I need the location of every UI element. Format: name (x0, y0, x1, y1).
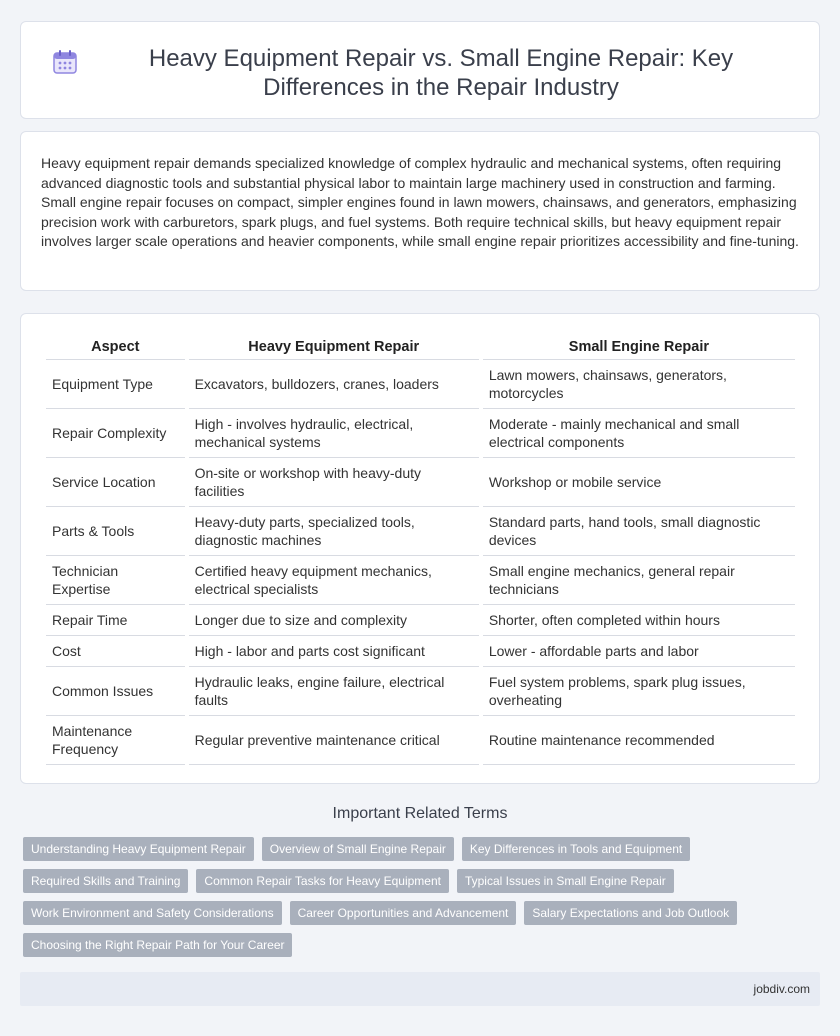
table-row (46, 716, 795, 765)
footer (20, 972, 820, 1006)
comparison-table-card (20, 313, 820, 784)
table-cell-small: Standard parts, hand tools, small diagnostic devices (483, 507, 795, 556)
table-row (46, 409, 795, 458)
table-cell-heavy: On-site or workshop with heavy-duty facilities (189, 458, 479, 507)
table-cell-aspect: Common Issues (46, 667, 185, 716)
column-header-heavy-equipment: Heavy Equipment Repair (189, 333, 479, 360)
table-cell-aspect: Maintenance Frequency (46, 716, 185, 765)
table-cell-heavy: Regular preventive maintenance critical (189, 716, 479, 765)
calendar-icon (51, 48, 79, 76)
table-cell-aspect: Technician Expertise (46, 556, 185, 605)
table-row (46, 360, 795, 409)
table-cell-aspect: Parts & Tools (46, 507, 185, 556)
table-cell-heavy: Hydraulic leaks, engine failure, electrical faults (189, 667, 479, 716)
table-cell-small: Workshop or mobile service (483, 458, 795, 507)
table-cell-heavy: High - involves hydraulic, electrical, mechanical systems (189, 409, 479, 458)
comparison-table (42, 333, 799, 765)
table-cell-heavy: Certified heavy equipment mechanics, electrical specialists (189, 556, 479, 605)
related-term-tag[interactable]: Overview of Small Engine Repair (262, 837, 454, 861)
related-term-tag[interactable]: Required Skills and Training (23, 869, 188, 893)
table-row (46, 507, 795, 556)
related-term-tag[interactable]: Understanding Heavy Equipment Repair (23, 837, 254, 861)
header-card (20, 21, 820, 119)
table-cell-aspect: Cost (46, 636, 185, 667)
table-cell-small: Fuel system problems, spark plug issues, overheating (483, 667, 795, 716)
table-row (46, 556, 795, 605)
table-cell-small: Shorter, often completed within hours (483, 605, 795, 636)
related-term-tag[interactable]: Work Environment and Safety Considerations (23, 901, 282, 925)
page-title: Heavy Equipment Repair vs. Small Engine Repair: Key Differences in the Repair Industry (148, 45, 734, 101)
related-term-tag[interactable]: Salary Expectations and Job Outlook (524, 901, 737, 925)
table-cell-small: Lower - affordable parts and labor (483, 636, 795, 667)
table-cell-small: Routine maintenance recommended (483, 716, 795, 765)
table-header-row (46, 333, 795, 360)
related-term-tag[interactable]: Career Opportunities and Advancement (290, 901, 517, 925)
table-cell-aspect: Repair Time (46, 605, 185, 636)
related-terms-title: Important Related Terms (332, 805, 508, 822)
table-cell-heavy: Excavators, bulldozers, cranes, loaders (189, 360, 479, 409)
table-cell-small: Small engine mechanics, general repair technicians (483, 556, 795, 605)
intro-paragraph: Heavy equipment repair demands specialized knowledge of complex hydraulic and mechanical systems, often requiring advanced diagnostic tools and substantial physical labor to maintain large machinery used in construction and farming. Small engine repair focuses on compact, simpler engines found in lawn mowers, chainsaws, and generators, emphasizing precision work with carburetors, spark plugs, and fuel systems. Both require technical skills, but heavy equipment repair involves larger scale operations and heavier components, while small engine repair prioritizes accessibility and fine-tuning. (41, 155, 799, 250)
column-header-small-engine: Small Engine Repair (483, 333, 795, 360)
table-cell-aspect: Repair Complexity (46, 409, 185, 458)
intro-card (20, 131, 820, 291)
table-row (46, 605, 795, 636)
table-cell-heavy: Longer due to size and complexity (189, 605, 479, 636)
table-cell-small: Moderate - mainly mechanical and small electrical components (483, 409, 795, 458)
related-term-tag[interactable]: Key Differences in Tools and Equipment (462, 837, 690, 861)
table-cell-aspect: Service Location (46, 458, 185, 507)
table-row (46, 667, 795, 716)
footer-site-link[interactable]: jobdiv.com (753, 982, 810, 996)
related-terms-tags (23, 837, 823, 957)
table-cell-heavy: High - labor and parts cost significant (189, 636, 479, 667)
table-row (46, 636, 795, 667)
related-term-tag[interactable]: Common Repair Tasks for Heavy Equipment (196, 869, 449, 893)
table-row (46, 458, 795, 507)
related-term-tag[interactable]: Choosing the Right Repair Path for Your Career (23, 933, 292, 957)
table-cell-small: Lawn mowers, chainsaws, generators, motorcycles (483, 360, 795, 409)
table-cell-heavy: Heavy-duty parts, specialized tools, diagnostic machines (189, 507, 479, 556)
table-cell-aspect: Equipment Type (46, 360, 185, 409)
column-header-aspect: Aspect (46, 333, 185, 360)
related-term-tag[interactable]: Typical Issues in Small Engine Repair (457, 869, 674, 893)
